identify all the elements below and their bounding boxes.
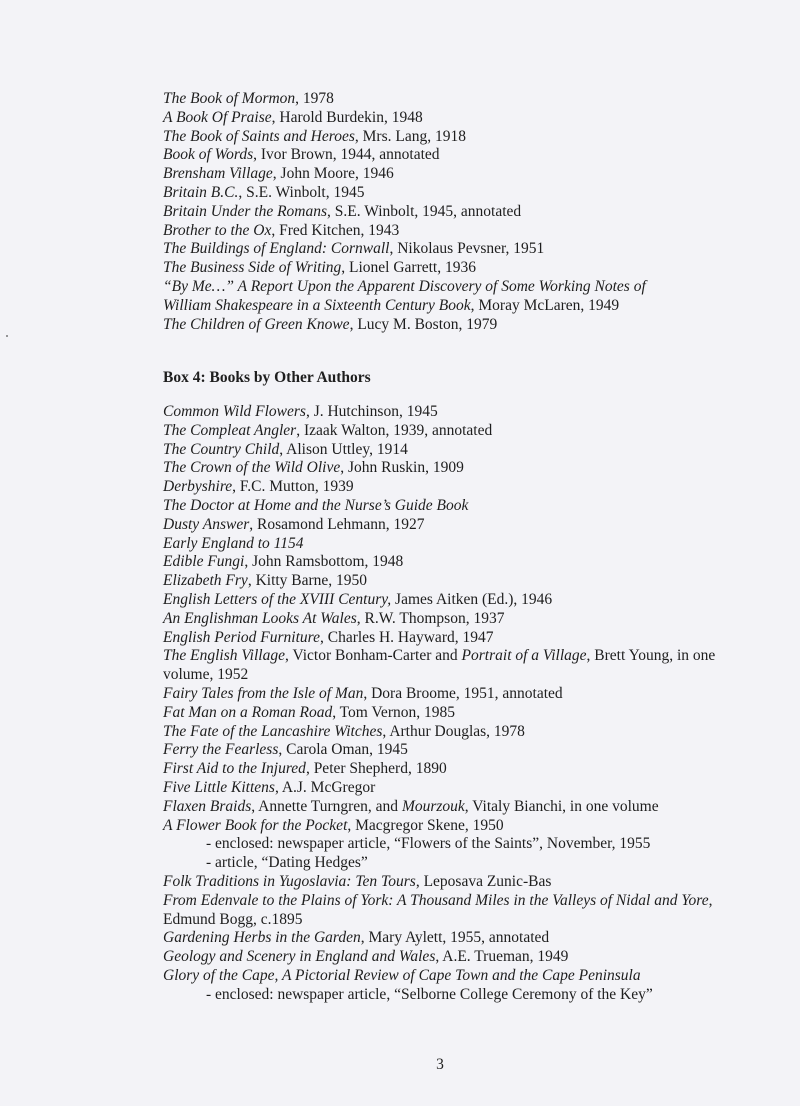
list-item: The English Village, Victor Bonham-Carter and Portrait of a Village, Brett Young, in one volume, 1952 [163,647,716,684]
list-item: The Book of Mormon, 1978 [163,90,334,107]
list-item: English Letters of the XVIII Century, James Aitken (Ed.), 1946 [163,590,553,608]
list-item: Britain Under the Romans, S.E. Winbolt, 1945, annotated [163,202,522,220]
list-item: “By Me…” A Report Upon the Apparent Discovery of Some Working Notes of William Shakespeare in a Sixteenth Century Book, Moray McLaren, 1949 [163,277,646,314]
list-item: Gardening Herbs in the Garden, Mary Aylett, 1955, annotated [163,929,550,947]
list-item: The Country Child, Alison Uttley, 1914 [163,440,408,458]
list-item: Ferry the Fearless, Carola Oman, 1945 [163,741,408,759]
list-item: Book of Words, Ivor Brown, 1944, annotated [163,146,440,164]
list-item: Fat Man on a Roman Road, Tom Vernon, 1985 [163,703,455,721]
list-item: The Crown of the Wild Olive, John Ruskin, 1909 [163,459,464,477]
book-list-box-3 [163,90,763,334]
list-item: English Period Furniture, Charles H. Hayward, 1947 [163,628,494,646]
scan-speck [6,335,8,337]
list-item: Glory of the Cape, A Pictorial Review of Cape Town and the Cape Peninsula [163,966,641,984]
list-item: Britain B.C., S.E. Winbolt, 1945 [163,183,365,201]
list-item: Brother to the Ox, Fred Kitchen, 1943 [163,221,400,239]
page-number: 3 [436,1056,444,1073]
list-item: The Fate of the Lancashire Witches, Arthur Douglas, 1978 [163,722,525,740]
list-item: The Children of Green Knowe, Lucy M. Boston, 1979 [163,315,498,333]
list-item: A Book Of Praise, Harold Burdekin, 1948 [163,108,423,126]
list-item: The Business Side of Writing, Lionel Garrett, 1936 [163,259,476,277]
list-item: The Book of Saints and Heroes, Mrs. Lang, 1918 [163,127,466,145]
list-item: Edible Fungi, John Ramsbottom, 1948 [163,553,404,571]
list-item: From Edenvale to the Plains of York: A Thousand Miles in the Valleys of Nidal and Yore, Edmund Bogg, c.1895 [163,891,713,928]
list-item: Fairy Tales from the Isle of Man, Dora Broome, 1951, annotated [163,684,563,702]
list-item: Brensham Village, John Moore, 1946 [163,165,394,183]
list-item: Five Little Kittens, A.J. McGregor [163,778,376,796]
list-item: Common Wild Flowers, J. Hutchinson, 1945 [163,403,438,420]
list-item: Derbyshire, F.C. Mutton, 1939 [163,478,354,496]
list-item: A Flower Book for the Pocket, Macgregor Skene, 1950 [163,816,504,834]
list-item: Elizabeth Fry, Kitty Barne, 1950 [163,572,368,590]
list-item: Dusty Answer, Rosamond Lehmann, 1927 [163,515,425,533]
list-sub-item: - article, “Dating Hedges” [206,854,368,872]
list-sub-item: - enclosed: newspaper article, “Selborne College Ceremony of the Key” [206,985,653,1003]
list-item: The Compleat Angler, Izaak Walton, 1939, annotated [163,421,493,439]
list-item: Flaxen Braids, Annette Turngren, and Mourzouk, Vitaly Bianchi, in one volume [163,797,659,815]
section-heading: Box 4: Books by Other Authors [163,369,371,386]
list-item: Geology and Scenery in England and Wales, A.E. Trueman, 1949 [163,948,569,966]
list-sub-item: - enclosed: newspaper article, “Flowers of the Saints”, November, 1955 [206,835,651,853]
list-item: The Buildings of England: Cornwall, Nikolaus Pevsner, 1951 [163,240,545,258]
list-item: An Englishman Looks At Wales, R.W. Thompson, 1937 [163,609,505,627]
list-item: First Aid to the Injured, Peter Shepherd, 1890 [163,760,447,778]
list-item: The Doctor at Home and the Nurse’s Guide Book [163,496,469,514]
book-list-box-4 [163,403,763,1005]
list-item: Folk Traditions in Yugoslavia: Ten Tours, Leposava Zunic-Bas [163,872,552,890]
list-item: Early England to 1154 [163,534,304,552]
